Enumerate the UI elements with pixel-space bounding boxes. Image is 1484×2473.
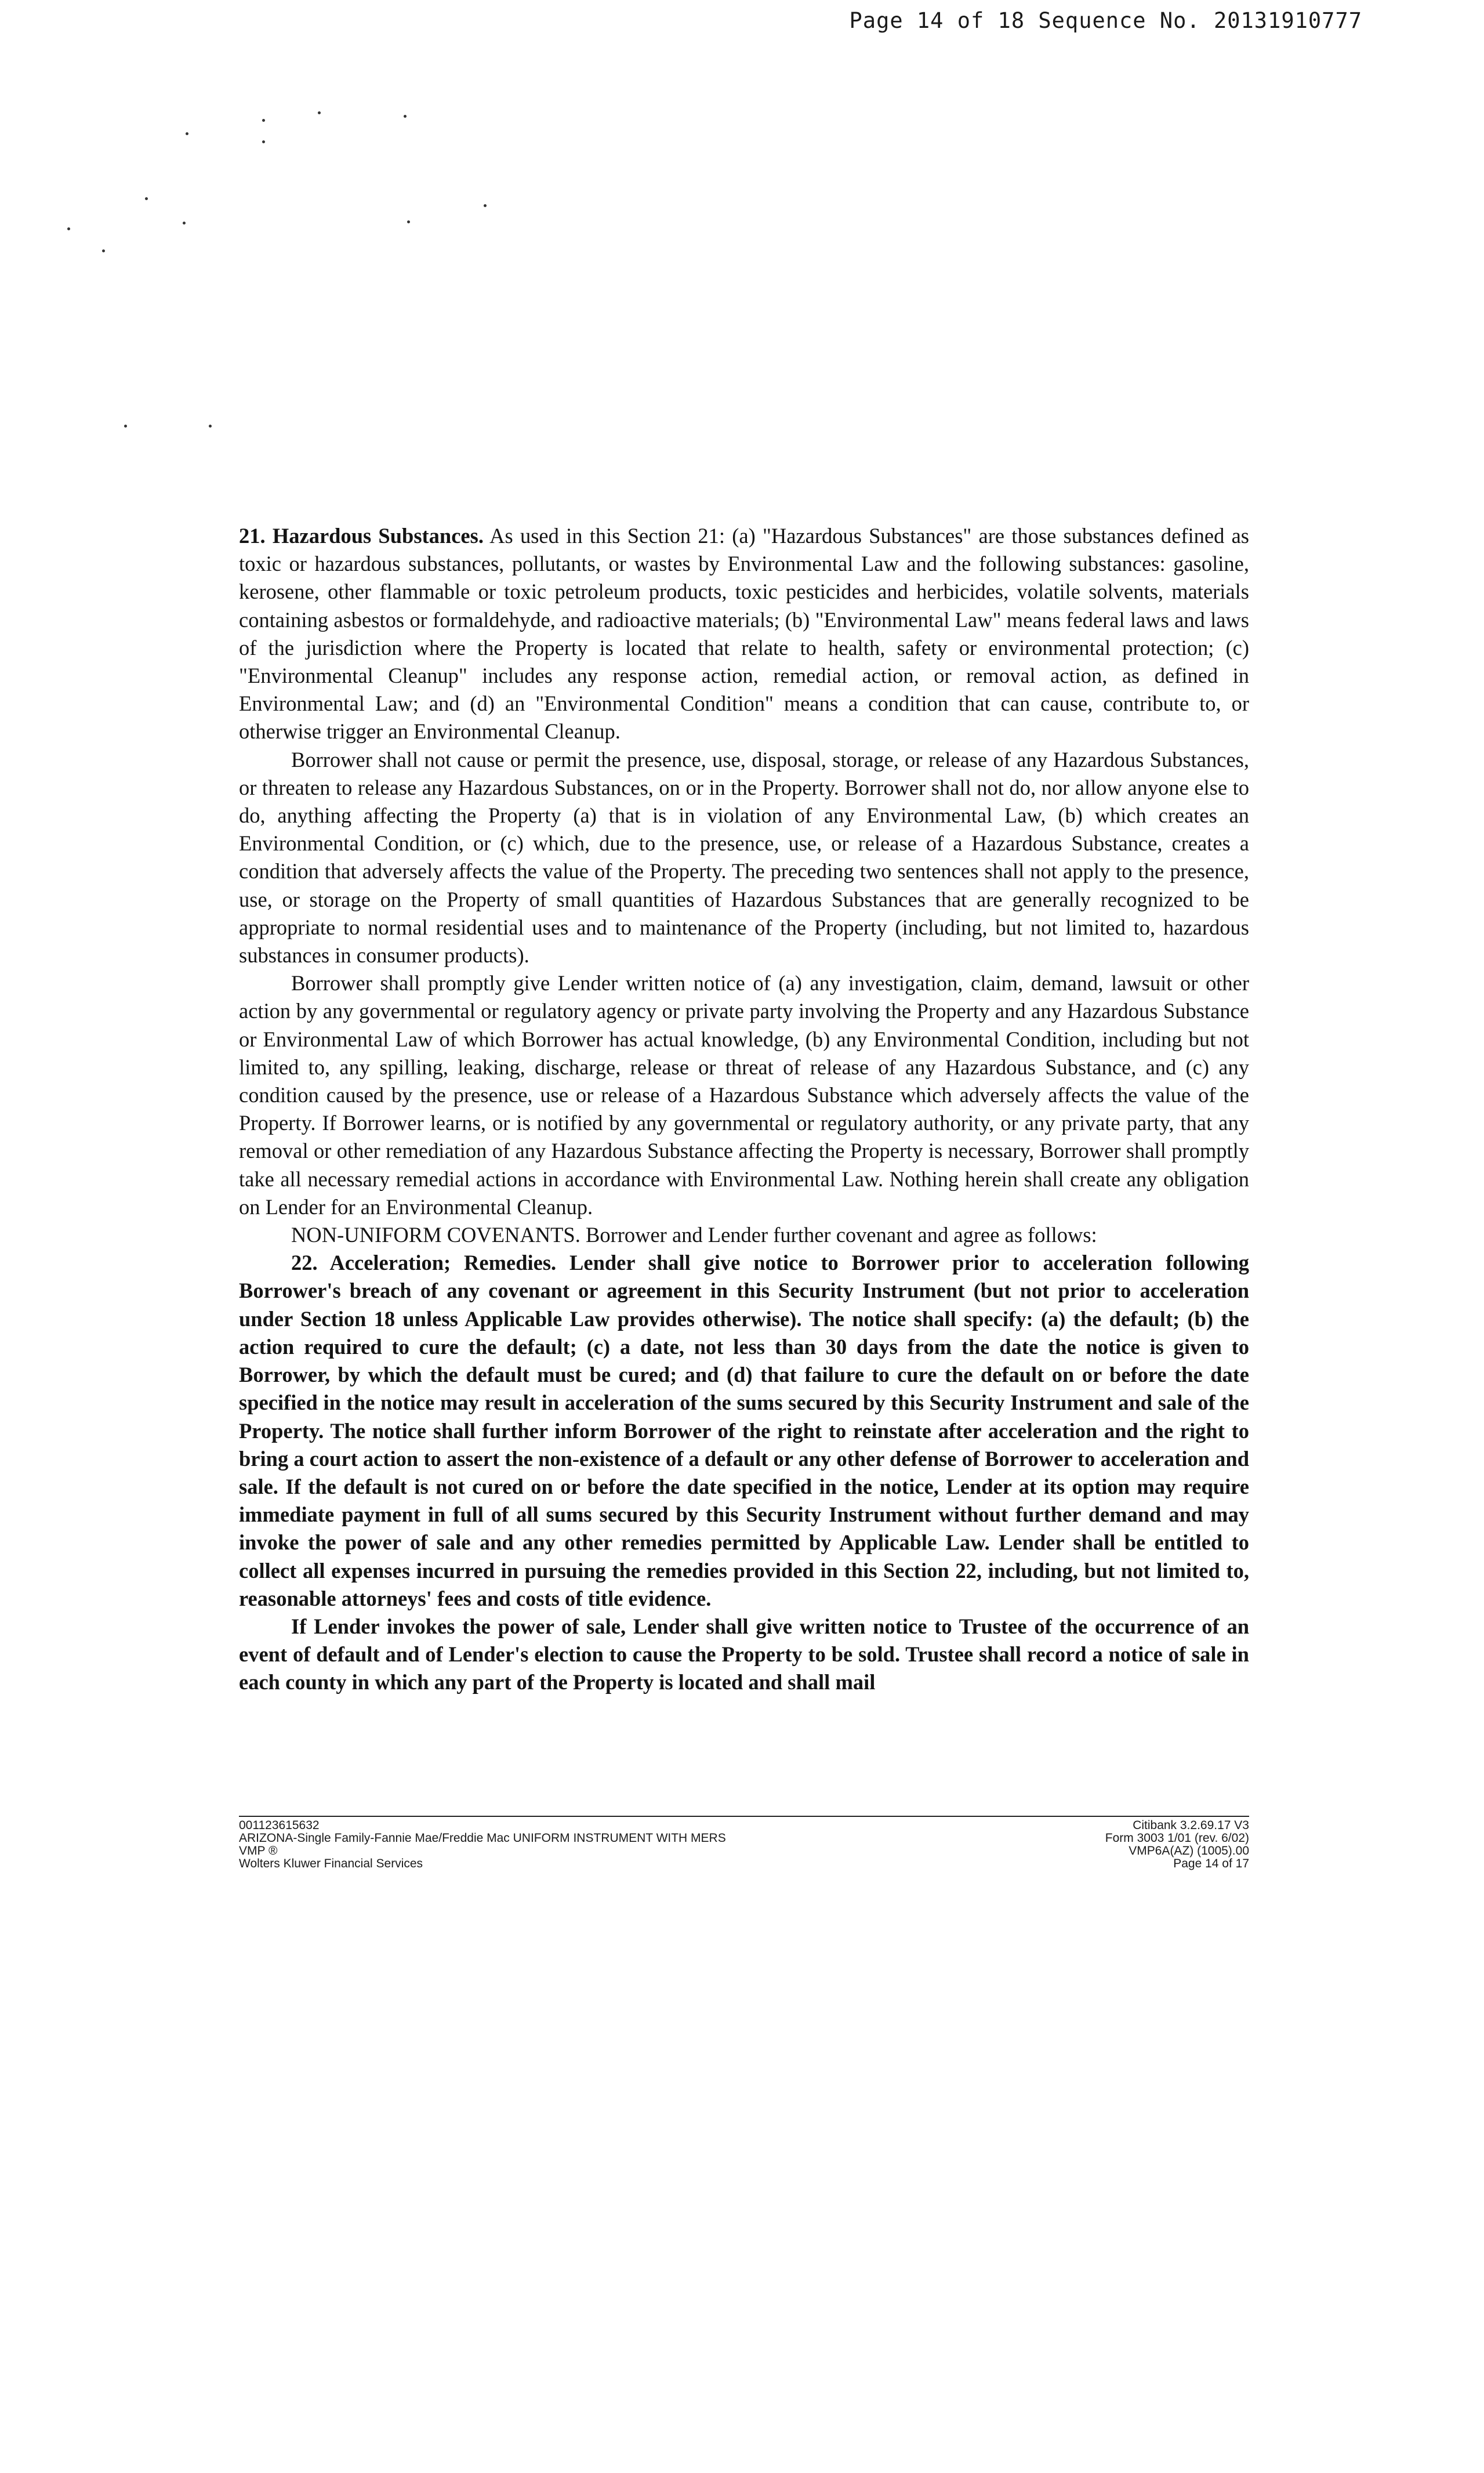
non-uniform-covenants: NON-UNIFORM COVENANTS. Borrower and Lender further covenant and agree as follows:	[291, 1223, 1097, 1247]
scan-speck	[318, 111, 321, 114]
scan-speck	[67, 227, 70, 230]
page-number: Page 14 of 17	[1173, 1857, 1249, 1870]
form-footer	[239, 1816, 1249, 1870]
scan-speck	[145, 197, 148, 200]
scan-speck	[407, 220, 410, 223]
vmp-code: VMP6A(AZ) (1005).00	[1129, 1844, 1249, 1858]
publisher: Wolters Kluwer Financial Services	[239, 1857, 423, 1870]
scan-speck	[484, 204, 487, 207]
section-22-power-of-sale: If Lender invokes the power of sale, Lender shall give written notice to Trustee of the occurrence of an event of default and of Lender's election to cause the Property to be sold. Trustee shall record a notice of sale in each county in which any part of the Property is located and shall mail	[239, 1614, 1249, 1694]
section-21-title: 21. Hazardous Substances.	[239, 524, 484, 548]
form-number: Form 3003 1/01 (rev. 6/02)	[1105, 1831, 1249, 1845]
scan-speck	[262, 119, 265, 122]
scan-speck	[209, 425, 212, 428]
form-title: ARIZONA-Single Family-Fannie Mae/Freddie Mac UNIFORM INSTRUMENT WITH MERS	[239, 1831, 726, 1845]
loan-number: 001123615632	[239, 1819, 320, 1832]
footer-right	[1105, 1819, 1249, 1870]
footer-left	[239, 1819, 726, 1870]
citibank-version: Citibank 3.2.69.17 V3	[1133, 1819, 1249, 1832]
section-21-definitions: As used in this Section 21: (a) "Hazardous Substances" are those substances defined as toxic or hazardous substances, pollutants, or wastes by Environmental Law and the following substances: gasoline, kerosene, other flammable or toxic petroleum products, toxic pesticides and herbicides, volatile solvents, materials containing asbestos or formaldehyde, and radioactive materials; (b) "Environmental Law" means federal laws and laws of the jurisdiction where the Property is located that relate to health, safety or environmental protection; (c) "Environmental Cleanup" includes any response action, remedial action, or removal action, as defined in Environmental Law; and (d) an "Environmental Condition" means a condition that can cause, contribute to, or otherwise trigger an Environmental Cleanup.	[239, 524, 1249, 744]
document-body	[239, 522, 1249, 1697]
section-21-borrower-restrictions: Borrower shall not cause or permit the presence, use, disposal, storage, or release of any Hazardous Substances, or threaten to release any Hazardous Substances, on or in the Property. Borrower shall not do, nor allow anyone else to do, anything affecting the Property (a) that is in violation of any Environmental Law, (b) which creates an Environmental Condition, or (c) which, due to the presence, use, or release of a Hazardous Substance, creates a condition that adversely affects the value of the Property. The preceding two sentences shall not apply to the presence, use, or storage on the Property of small quantities of Hazardous Substances that are generally recognized to be appropriate to normal residential uses and to maintenance of the Property (including, but not limited to, hazardous substances in consumer products).	[239, 747, 1249, 968]
scan-speck	[102, 249, 105, 252]
vmp-mark: VMP ®	[239, 1844, 278, 1858]
scan-speck	[262, 140, 265, 143]
page-sequence-header: Page 14 of 18 Sequence No. 20131910777	[849, 8, 1362, 33]
scan-speck	[124, 425, 127, 428]
section-21-notice-obligations: Borrower shall promptly give Lender written notice of (a) any investigation, claim, demand, lawsuit or other action by any governmental or regulatory agency or private party involving the Property and any Hazardous Substance or Environmental Law of which Borrower has actual knowledge, (b) any Environmental Condition, including but not limited to, any spilling, leaking, discharge, release or threat of release of any Hazardous Substance, and (c) any condition caused by the presence, use or release of a Hazardous Substance which adversely affects the value of the Property. If Borrower learns, or is notified by any governmental or regulatory authority, or any private party, that any removal or other remediation of any Hazardous Substance affecting the Property is necessary, Borrower shall promptly take all necessary remedial actions in accordance with Environmental Law. Nothing herein shall create any obligation on Lender for an Environmental Cleanup.	[239, 971, 1249, 1219]
section-21-paragraph	[239, 522, 1249, 746]
section-22-acceleration-remedies: 22. Acceleration; Remedies. Lender shall give notice to Borrower prior to acceleration following Borrower's breach of any covenant or agreement in this Security Instrument (but not prior to acceleration under Section 18 unless Applicable Law provides otherwise). The notice shall specify: (a) the default; (b) the action required to cure the default; (c) a date, not less than 30 days from the date the notice is given to Borrower, by which the default must be cured; and (d) that failure to cure the default on or before the date specified in the notice may result in acceleration of the sums secured by this Security Instrument and sale of the Property. The notice shall further inform Borrower of the right to reinstate after acceleration and the right to bring a court action to assert the non-existence of a default or any other defense of Borrower to acceleration and sale. If the default is not cured on or before the date specified in the notice, Lender at its option may require immediate payment in full of all sums secured by this Security Instrument without further demand and may invoke the power of sale and any other remedies permitted by Applicable Law. Lender shall be entitled to collect all expenses incurred in pursuing the remedies provided in this Section 22, including, but not limited to, reasonable attorneys' fees and costs of title evidence.	[239, 1251, 1249, 1610]
scan-speck	[183, 222, 186, 225]
scan-speck	[186, 132, 188, 135]
scan-speck	[404, 115, 407, 118]
